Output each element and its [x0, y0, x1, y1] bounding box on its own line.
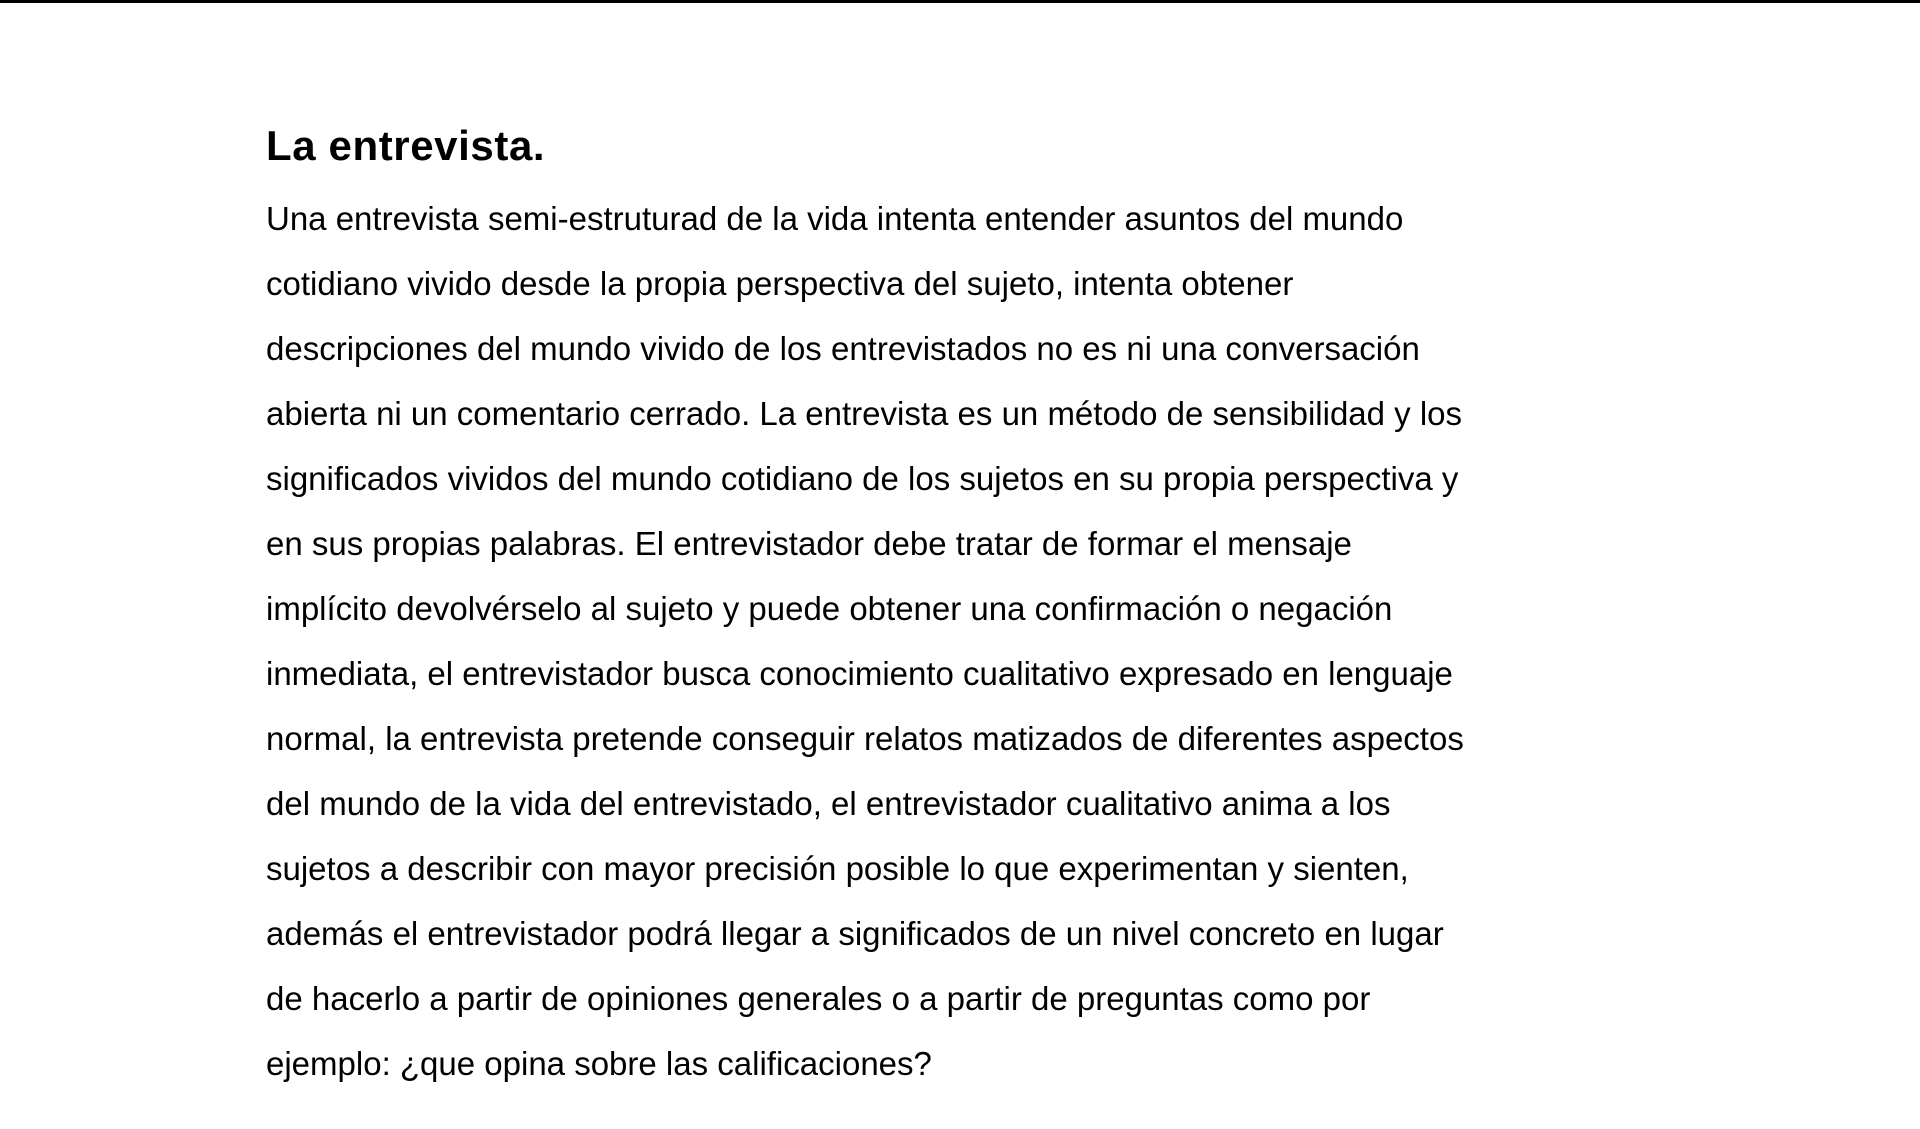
- top-border-rule: [0, 0, 1920, 3]
- paragraph-line: normal, la entrevista pretende conseguir relatos matizados de diferentes aspectos: [266, 720, 1464, 757]
- paragraph-line: del mundo de la vida del entrevistado, el entrevistador cualitativo anima a los: [266, 785, 1391, 822]
- paragraph-line: Una entrevista semi-estruturad de la vida intenta entender asuntos del mundo: [266, 200, 1404, 237]
- paragraph-line: abierta ni un comentario cerrado. La entrevista es un método de sensibilidad y los: [266, 395, 1463, 432]
- body-paragraph: [266, 186, 1666, 1096]
- paragraph-line: significados vividos del mundo cotidiano de los sujetos en su propia perspectiva y: [266, 460, 1459, 497]
- paragraph-line: inmediata, el entrevistador busca conocimiento cualitativo expresado en lenguaje: [266, 655, 1453, 692]
- paragraph-line: implícito devolvérselo al sujeto y puede obtener una confirmación o negación: [266, 590, 1393, 627]
- paragraph-line: descripciones del mundo vivido de los entrevistados no es ni una conversación: [266, 330, 1420, 367]
- document-page: [266, 118, 1666, 1096]
- paragraph-line: sujetos a describir con mayor precisión posible lo que experimentan y sienten,: [266, 850, 1409, 887]
- paragraph-line: de hacerlo a partir de opiniones generales o a partir de preguntas como por: [266, 980, 1371, 1017]
- paragraph-line: cotidiano vivido desde la propia perspectiva del sujeto, intenta obtener: [266, 265, 1294, 302]
- paragraph-line: en sus propias palabras. El entrevistador debe tratar de formar el mensaje: [266, 525, 1352, 562]
- section-heading: La entrevista.: [266, 122, 546, 169]
- paragraph-line: además el entrevistador podrá llegar a significados de un nivel concreto en lugar: [266, 915, 1444, 952]
- paragraph-line: ejemplo: ¿que opina sobre las calificaciones?: [266, 1045, 932, 1082]
